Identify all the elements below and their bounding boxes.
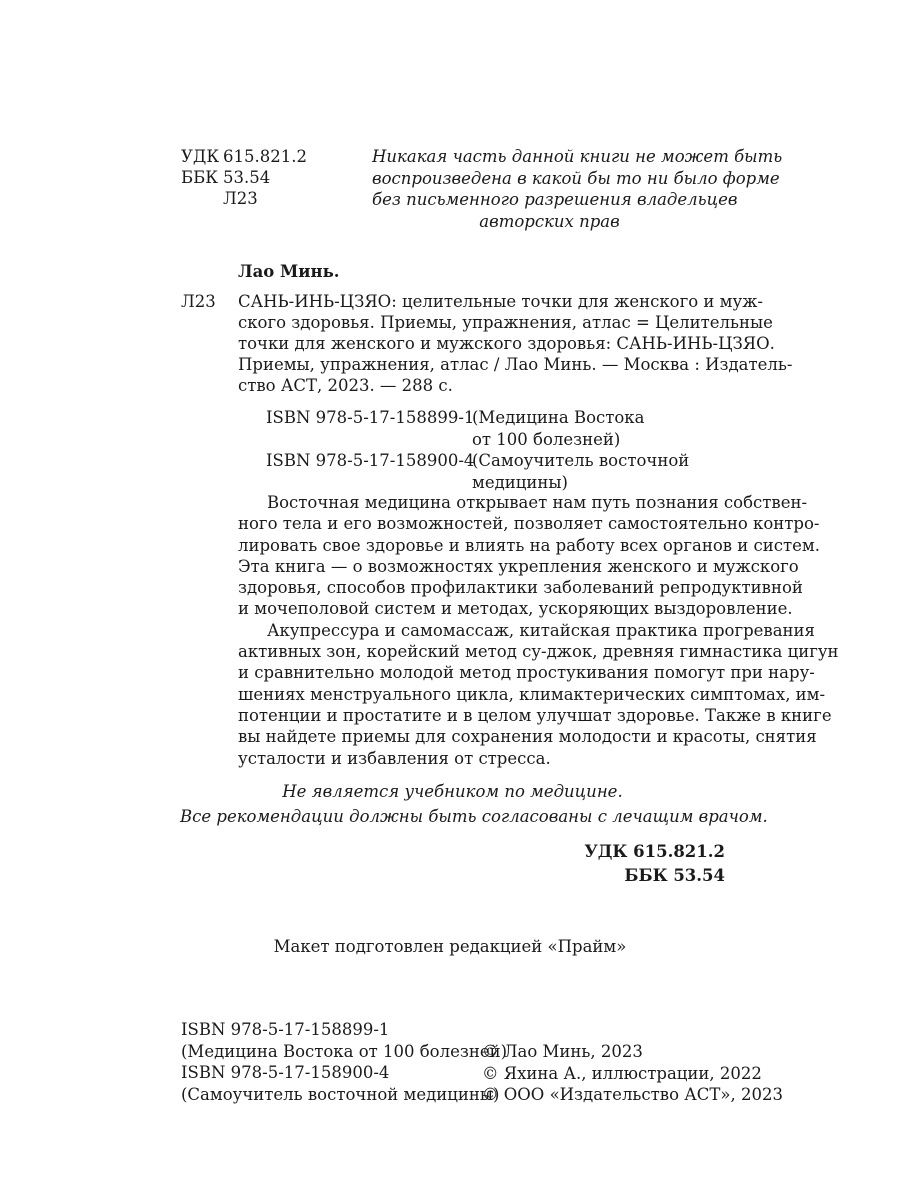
isbn-series: (Медицина Востока [472,408,645,427]
description-line: Приемы, упражнения, атлас / Лао Минь. — Москва : Издатель- [238,355,793,374]
author-name: Лао Минь. [238,262,340,281]
isbn-row-continued [266,473,689,495]
bbk-code: ББК 53.54 [624,866,725,885]
isbn-number: ISBN 978-5-17-158900-4 [266,451,475,470]
author-code-row [181,189,307,210]
abstract-line: Акупрессура и самомассаж, китайская практика прогревания [267,620,815,640]
imprint-line: (Медицина Востока от 100 болезней) [181,1041,508,1061]
description-line: ского здоровья. Приемы, упражнения, атлас = Целительные [238,313,773,332]
rights-line: воспроизведена в какой бы то ни было форме [372,168,780,188]
rights-notice [372,147,783,233]
udc-label: УДК [181,147,220,166]
imprint-isbns [181,1020,507,1106]
bbk-label: ББК [181,168,219,187]
udc-code: УДК 615.821.2 [584,842,725,861]
abstract-line: Восточная медицина открывает нам путь познания собствен- [267,493,808,512]
classification-bottom [560,842,725,890]
description-line: точки для женского и мужского здоровья: САНЬ-ИНЬ-ЦЗЯО. [238,334,775,353]
copyright-line: © Лао Минь, 2023 [482,1042,643,1061]
imprint-line: ISBN 978-5-17-158899-1 [181,1020,390,1039]
bibliographic-description [238,292,792,397]
isbn-row [266,451,689,473]
rights-line: Никакая часть данной книги не может быть [372,147,783,166]
abstract-line: шениях менструального цикла, климактерических симптомах, им- [238,684,826,704]
abstract-line: здоровья, способов профилактики заболеваний репродуктивной [238,578,803,598]
abstract-line: Эта книга — о возможностях укрепления женского и мужского [238,556,799,576]
rights-line: без письменного разрешения владельцев [372,190,738,209]
udc-row [181,147,307,168]
isbn-number: ISBN 978-5-17-158899-1 [266,408,475,427]
author-code: Л23 [223,189,258,208]
copyright-list [482,1042,783,1107]
imprint-line: ISBN 978-5-17-158900-4 [181,1063,390,1082]
abstract-line: и мочеполовой систем и методах, ускоряющих выздоровление. [238,599,793,619]
isbn-row-continued [266,430,689,452]
abstract-line: вы найдете приемы для сохранения молодости и красоты, снятия [238,727,817,747]
abstract-line: и сравнительно молодой метод простукивания помогут при нару- [238,663,815,683]
isbn-series: от 100 болезней) [472,429,621,449]
isbn-series: (Самоучитель восточной [472,451,690,470]
disclaimer-line: Все рекомендации должны быть согласованы с лечащим врачом. [180,807,768,826]
description-code: Л23 [181,292,216,311]
isbn-list [266,408,689,494]
disclaimer-line: Не является учебником по медицине. [282,782,623,801]
abstract-line: лировать свое здоровье и влиять на работу всех органов и систем. [238,535,820,555]
description-line: САНЬ-ИНЬ-ЦЗЯО: целительные точки для женского и муж- [238,292,763,311]
bbk-row [181,168,307,189]
description-line: ство АСТ, 2023. — 288 с. [238,376,453,395]
classification-block [181,147,307,210]
copyright-line: © ООО «Издательство АСТ», 2023 [482,1085,783,1104]
prepared-by: Макет подготовлен редакцией «Прайм» [273,937,627,956]
udc-value: 615.821.2 [223,147,307,166]
imprint-line: (Самоучитель восточной медицины) [181,1084,500,1104]
abstract [238,493,839,770]
medical-disclaimer [180,782,768,832]
abstract-line: активных зон, корейский метод су-джок, древняя гимнастика цигун [238,642,839,662]
isbn-series: медицины) [472,472,568,492]
abstract-line: потенции и простатите и в целом улучшат здоровье. Также в книге [238,705,832,725]
abstract-line: усталости и избавления от стресса. [238,748,551,768]
isbn-row [266,408,689,430]
copyright-line: © Яхина А., иллюстрации, 2022 [482,1063,762,1083]
abstract-line: ного тела и его возможностей, позволяет самостоятельно контро- [238,514,820,534]
rights-line: авторских прав [479,211,620,231]
bbk-value: 53.54 [223,168,271,187]
